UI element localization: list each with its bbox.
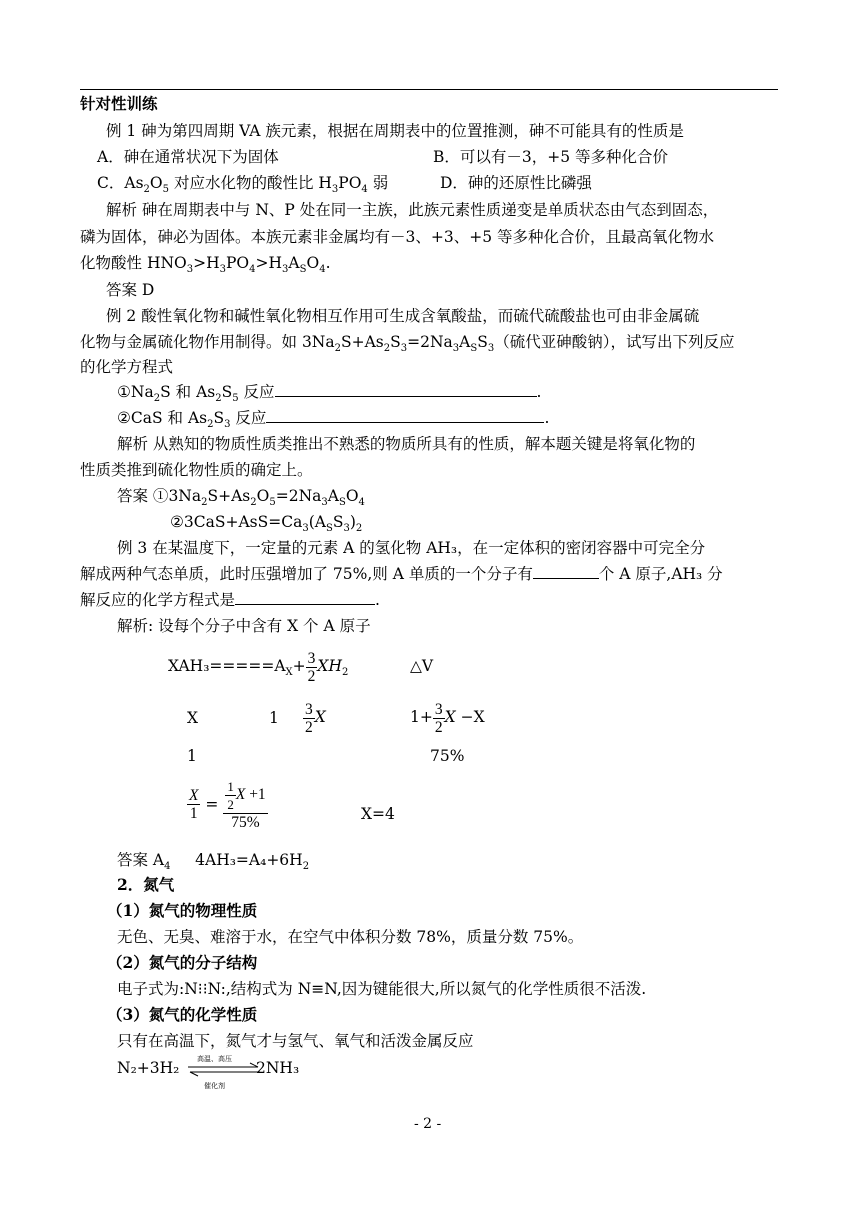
reaction-left: N₂+3H₂	[117, 1059, 180, 1077]
ex3-ratio-equation: $\frac{X}{1}$ = $\frac{1}{2}$ X +1 75%	[189, 779, 266, 831]
ex2-item1-blank[interactable]	[275, 382, 537, 397]
ex3-delta-v: △V	[410, 657, 434, 675]
ex3-answer: 答案 $A_4$ $4AH_3=A_4+6H_2$	[117, 851, 310, 873]
ex3-row1-x: X	[187, 709, 199, 727]
ex3-row1-one: 1	[269, 709, 279, 727]
ex3-blank-equation[interactable]	[235, 590, 375, 605]
reversible-arrow-icon	[186, 1062, 262, 1078]
ex3-row2-one: 1	[187, 747, 197, 765]
ex3-analysis: 解析: 设每个分子中含有 X 个 A 原子	[117, 617, 371, 635]
ex3-question-line3: 解反应的化学方程式是 .	[80, 591, 380, 609]
ex2-analysis-line2: 性质类推到硫化物性质的确定上。	[80, 461, 313, 479]
ex1-analysis-line3: 化物酸性 $HNO_3>H_3PO_4>H_3A_SO_4$.	[80, 254, 331, 276]
ex1-option-b: B．可以有－3，+5 等多种化合价	[433, 148, 669, 166]
physical-properties-text: 无色、无臭、难溶于水，在空气中体积分数 78%，质量分数 75%。	[117, 928, 584, 946]
ex1-option-d: D．砷的还原性比磷强	[440, 174, 592, 192]
ex2-answer-1: 答案 $①3Na_2S+As_2O_5=2Na_3A_SO_4$	[117, 487, 365, 509]
ex2-item2: ②CaS 和 $As_2S_3$ 反应 .	[117, 409, 550, 431]
reaction-condition-bottom: 催化剂	[204, 1082, 225, 1090]
physical-properties-title: （1）氮气的物理性质	[107, 901, 258, 920]
ex2-analysis-line1: 解析 从熟知的物质性质类推出不熟悉的物质所具有的性质，解本题关键是将氧化物的	[117, 435, 696, 453]
ex3-question-line1: 例 3 在某温度下，一定量的元素 A 的氢化物 AH₃，在一定体积的密闭容器中可完全分	[117, 539, 706, 557]
ex1-option-a: A．砷在通常状况下为固体	[97, 148, 279, 166]
ex2-question-line1: 例 2 酸性氧化物和碱性氧化物相互作用可生成含氧酸盐，而硫代硫酸盐也可由非金属硫	[106, 307, 700, 325]
section-heading: 针对性训练	[80, 94, 158, 113]
ex1-answer: 答案 D	[106, 281, 155, 299]
ex3-x-equals-4: X=4	[361, 805, 395, 823]
ex2-item1: $①Na_2S$ 和 $As_2S_5$ 反应 .	[117, 383, 542, 405]
ex2-question-line2: 化物与金属硫化物作用制得。如 $3Na_2S+As_2S_3=2Na_3A_SS_3$（硫代亚砷酸钠），试写出下列反应	[80, 333, 735, 355]
ex3-equation: $XAH_3=====A_X+$ $\frac{3}{2}$ $XH_2$	[168, 649, 349, 685]
ex1-question: 例 1 砷为第四周期 VA 族元素，根据在周期表中的位置推测，砷不可能具有的性质是	[106, 122, 684, 140]
ex3-blank-atoms[interactable]	[533, 564, 599, 579]
ex3-question-line2: 解成两种气态单质，此时压强增加了 75%,则 A 单质的一个分子有 个 A 原子,AH₃ 分	[80, 565, 723, 583]
ex1-analysis-line2: 磷为固体，砷必为固体。本族元素非金属均有－3、+3、+5 等多种化合价，且最高氧化物水	[80, 228, 714, 246]
ex1-analysis-line1: 解析 砷在周期表中与 N、P 处在同一主族，此族元素性质递变是单质状态由气态到固态，	[106, 201, 719, 219]
header-rule	[80, 89, 778, 90]
page-number: - 2 -	[414, 1116, 442, 1132]
nitrogen-section-title: 2．氮气	[117, 875, 175, 894]
ex2-answer-2: $②3CaS+AsS=Ca_3(A_SS_3)_2$	[170, 513, 363, 535]
ex3-row1-frac: $\frac{3}{2}$ X	[305, 700, 326, 736]
chemical-properties-title: （3）氮气的化学性质	[107, 1005, 258, 1024]
ex2-item2-blank[interactable]	[266, 408, 544, 423]
molecular-structure-title: （2）氮气的分子结构	[107, 953, 258, 972]
chemical-properties-text: 只有在高温下，氮气才与氢气、氧气和活泼金属反应	[117, 1032, 474, 1050]
ex3-row1-delta: 1+ $\frac{3}{2}$ X −X	[410, 700, 485, 736]
ex2-question-line3: 的化学方程式	[80, 358, 174, 376]
reaction-right: 2NH₃	[256, 1059, 300, 1077]
ex3-row2-percent: 75%	[430, 747, 465, 765]
reaction-condition-top: 高温、高压	[197, 1055, 232, 1063]
ex1-option-c: C．$As_2O_5$ 对应水化物的酸性比 $H_3PO_4$ 弱	[97, 174, 389, 196]
molecular-structure-text: 电子式为:N⁝⁝N:,结构式为 N≡N,因为键能很大,所以氮气的化学性质很不活泼.	[117, 980, 647, 998]
